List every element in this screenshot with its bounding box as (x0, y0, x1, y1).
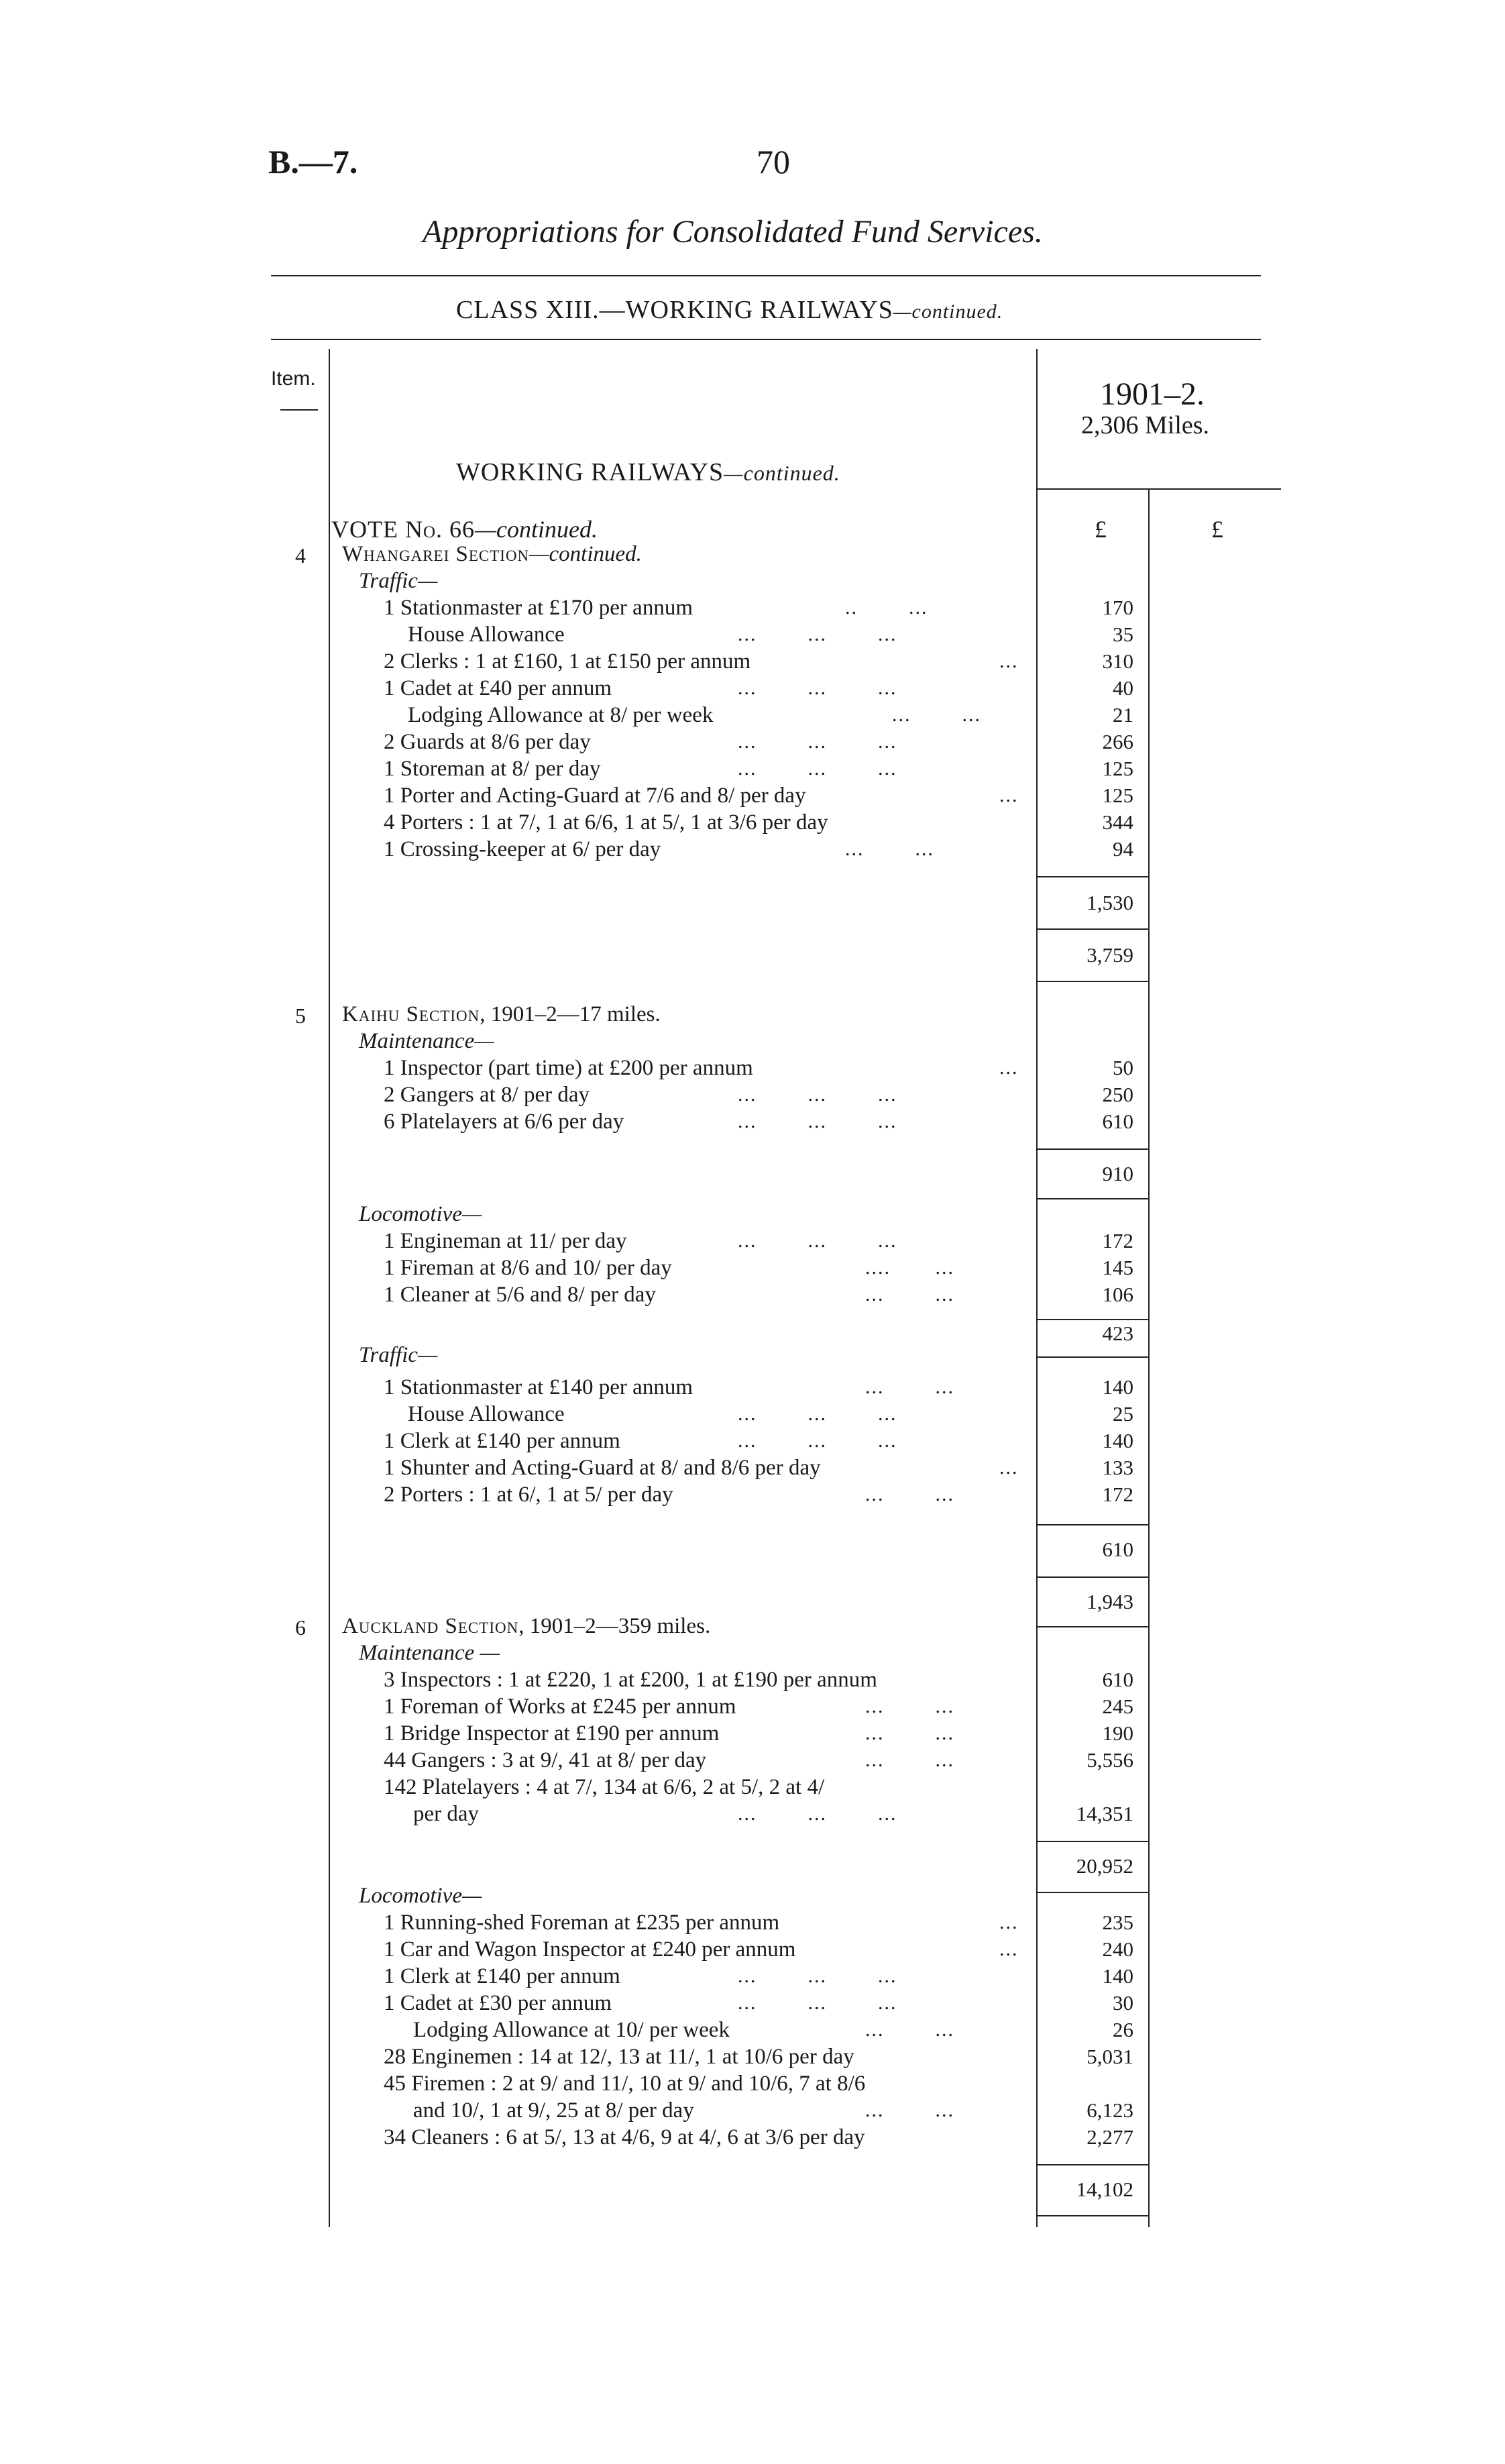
section-title-cont: , 1901–2—17 miles. (480, 1002, 661, 1026)
row-amount: 190 (1102, 1721, 1133, 1745)
row-amount: 235 (1102, 1911, 1133, 1934)
group-subtotal: 910 (1102, 1162, 1133, 1185)
row-desc: 28 Enginemen : 14 at 12/, 13 at 11/, 1 at 10/6 per day (384, 2045, 854, 2069)
table-bottom-rule (1036, 2215, 1149, 2216)
miles-heading: 2,306 Miles. (1081, 411, 1210, 439)
row-desc: 1 Shunter and Acting-Guard at 8/ and 8/6 per day (384, 1456, 821, 1480)
row-desc: 1 Cadet at £40 per annum (384, 676, 612, 700)
total-rule (1036, 1576, 1149, 1578)
row-desc: 1 Clerk at £140 per annum (384, 1964, 620, 1988)
leader-dots: ... (999, 784, 1019, 806)
section-title (342, 541, 642, 568)
leader-dots: ... ... ... (738, 1992, 897, 2014)
section-title (342, 1613, 710, 1640)
leader-dots: ... (999, 1911, 1019, 1933)
rule-top-2 (271, 339, 1261, 340)
leader-dots: ... ... ... (738, 677, 897, 699)
section-title-cont: , 1901–2—359 miles. (518, 1614, 711, 1638)
leader-dots: ... ... (865, 1376, 954, 1398)
row-amount: 266 (1102, 730, 1133, 753)
subtotal-rule-bottom (1036, 1892, 1149, 1893)
row-amount: 145 (1102, 1256, 1133, 1279)
group-name: Maintenance — (359, 1641, 500, 1665)
subtotal-rule-bottom (1036, 1356, 1149, 1358)
row-desc: 4 Porters : 1 at 7/, 1 at 6/6, 1 at 5/, 1 at 3/6 per day (384, 810, 828, 835)
leader-dots: ... ... (865, 1695, 954, 1717)
subtotal-rule-bottom (1036, 1198, 1149, 1199)
row-desc: 1 Cadet at £30 per annum (384, 1991, 612, 2015)
group-subtotal: 14,102 (1076, 2178, 1133, 2201)
row-desc: 1 Clerk at £140 per annum (384, 1429, 620, 1453)
leader-dots: ... ... ... (738, 1403, 897, 1425)
row-amount: 310 (1102, 649, 1133, 673)
row-desc: 45 Firemen : 2 at 9/ and 11/, 10 at 9/ and 10/6, 7 at 8/6 (384, 2072, 866, 2096)
vote-cont: —continued. (475, 516, 598, 543)
leader-dots: ... ... (892, 704, 981, 726)
row-amount: 140 (1102, 1375, 1133, 1399)
row-amount: 245 (1102, 1695, 1133, 1718)
row-amount: 5,031 (1086, 2045, 1133, 2068)
leader-dots: ... ... (865, 1283, 954, 1305)
rule-top-1 (271, 275, 1261, 276)
row-amount: 50 (1113, 1056, 1133, 1079)
section-title (342, 1001, 661, 1028)
header-rule (1036, 488, 1281, 490)
row-desc: House Allowance (408, 1402, 565, 1426)
row-desc: 1 Bridge Inspector at £190 per annum (384, 1721, 720, 1746)
amount-column-left-border (1036, 349, 1038, 2227)
row-desc: 34 Cleaners : 6 at 5/, 13 at 4/6, 9 at 4/, 6 at 3/6 per day (384, 2125, 865, 2149)
leader-dots: ... (999, 1456, 1019, 1479)
item-label-rule (280, 409, 318, 411)
subtotal-rule (1036, 1524, 1149, 1525)
leader-dots: ... ... (845, 838, 934, 860)
row-desc: 1 Stationmaster at £170 per annum (384, 596, 693, 620)
row-amount: 125 (1102, 757, 1133, 780)
working-railways-subhead (456, 458, 840, 487)
section-name: Auckland Section (342, 1614, 519, 1638)
item-number: 5 (295, 1004, 306, 1028)
leader-dots: ... ... (865, 2099, 954, 2121)
row-amount: 250 (1102, 1083, 1133, 1106)
row-amount: 172 (1102, 1483, 1133, 1506)
group-name: Traffic— (359, 1343, 438, 1367)
group-name: Traffic— (359, 569, 438, 593)
section-end-rule (1036, 981, 1149, 982)
subhead-cont: —continued. (724, 461, 840, 485)
row-desc: 2 Guards at 8/6 per day (384, 730, 591, 754)
leader-dots: ... ... (865, 1483, 954, 1505)
row-desc: House Allowance (408, 623, 565, 647)
section-name: Whangarei Section (342, 542, 530, 566)
page-title: Appropriations for Consolidated Fund Services. (423, 214, 1043, 250)
group-subtotal: 20,952 (1076, 1854, 1133, 1878)
item-column-divider (329, 349, 330, 2227)
class-heading (456, 295, 1003, 325)
leader-dots: ... ... (865, 1722, 954, 1744)
row-desc: 1 Crossing-keeper at 6/ per day (384, 837, 661, 861)
leader-dots: ... (999, 1938, 1019, 1960)
row-desc-continued: and 10/, 1 at 9/, 25 at 8/ per day (413, 2098, 694, 2123)
leader-dots: ... ... ... (738, 623, 897, 645)
section-title-cont: —continued. (529, 542, 642, 566)
row-amount: 35 (1113, 623, 1133, 646)
row-amount: 344 (1102, 810, 1133, 834)
section-total: 3,759 (1086, 943, 1133, 967)
leader-dots: ... ... ... (738, 1430, 897, 1452)
leader-dots: ... ... ... (738, 1110, 897, 1132)
row-desc: 1 Stationmaster at £140 per annum (384, 1375, 693, 1399)
group-subtotal: 610 (1102, 1538, 1133, 1561)
row-desc: 1 Foreman of Works at £245 per annum (384, 1695, 736, 1719)
row-desc: 2 Gangers at 8/ per day (384, 1083, 590, 1107)
row-amount: 106 (1102, 1283, 1133, 1306)
amount-subcolumn-divider (1148, 488, 1150, 2227)
row-desc: 1 Cleaner at 5/6 and 8/ per day (384, 1283, 656, 1307)
row-desc: Lodging Allowance at 10/ per week (413, 2018, 730, 2042)
subtotal-rule (1036, 1148, 1149, 1150)
row-amount: 172 (1102, 1229, 1133, 1252)
row-desc: Lodging Allowance at 8/ per week (408, 703, 714, 727)
group-subtotal: 1,530 (1086, 891, 1133, 914)
row-desc: 3 Inspectors : 1 at £220, 1 at £200, 1 at £190 per annum (384, 1668, 877, 1692)
group-name: Maintenance— (359, 1029, 494, 1053)
row-desc: 1 Running-shed Foreman at £235 per annum (384, 1911, 780, 1935)
currency-symbol-1: £ (1095, 516, 1107, 543)
row-desc: 2 Porters : 1 at 6/, 1 at 5/ per day (384, 1483, 673, 1507)
row-amount: 14,351 (1076, 1802, 1133, 1825)
group-name: Locomotive— (359, 1884, 482, 1908)
row-desc: 2 Clerks : 1 at £160, 1 at £150 per annum (384, 649, 751, 674)
subhead-text: WORKING RAILWAYS (456, 458, 724, 486)
row-amount: 26 (1113, 2018, 1133, 2041)
row-desc: 142 Platelayers : 4 at 7/, 134 at 6/6, 2 at 5/, 2 at 4/ (384, 1775, 825, 1799)
page-number: 70 (757, 143, 790, 180)
total-rule (1036, 928, 1149, 930)
row-amount: 40 (1113, 676, 1133, 700)
class-heading-cont: —continued. (893, 301, 1003, 323)
page-ref: B.—7. (268, 143, 358, 180)
row-amount: 140 (1102, 1429, 1133, 1452)
row-desc: 1 Fireman at 8/6 and 10/ per day (384, 1256, 672, 1280)
subtotal-rule (1036, 2164, 1149, 2165)
leader-dots: ... ... (865, 1749, 954, 1771)
row-amount: 21 (1113, 703, 1133, 727)
section-name: Kaihu Section (342, 1002, 480, 1026)
leader-dots: .... ... (865, 1256, 954, 1279)
row-amount: 240 (1102, 1937, 1133, 1961)
row-desc-continued: per day (413, 1802, 480, 1826)
row-amount: 94 (1113, 837, 1133, 861)
row-amount: 5,556 (1086, 1748, 1133, 1772)
leader-dots: ... (999, 1057, 1019, 1079)
row-amount: 6,123 (1086, 2098, 1133, 2122)
leader-dots: ... (999, 650, 1019, 672)
class-heading-text: CLASS XIII.—WORKING RAILWAYS (456, 296, 893, 324)
item-number: 6 (295, 1615, 306, 1640)
section-total: 1,943 (1086, 1590, 1133, 1613)
leader-dots: ... ... ... (738, 1230, 897, 1252)
row-amount: 140 (1102, 1964, 1133, 1988)
group-name: Locomotive— (359, 1202, 482, 1226)
row-desc: 1 Car and Wagon Inspector at £240 per annum (384, 1937, 796, 1962)
leader-dots: ... ... ... (738, 1803, 897, 1825)
leader-dots: ... ... ... (738, 757, 897, 780)
row-amount: 125 (1102, 784, 1133, 807)
row-amount: 2,277 (1086, 2125, 1133, 2149)
subtotal-rule (1036, 1841, 1149, 1842)
currency-symbol-2: £ (1211, 516, 1223, 543)
row-desc: 44 Gangers : 3 at 9/, 41 at 8/ per day (384, 1748, 707, 1772)
row-desc: 1 Porter and Acting-Guard at 7/6 and 8/ per day (384, 784, 806, 808)
item-number: 4 (295, 543, 306, 568)
vote-label: VOTE No. 66 (331, 516, 476, 543)
row-desc: 1 Storeman at 8/ per day (384, 757, 601, 781)
subtotal-rule (1036, 876, 1149, 877)
row-amount: 610 (1102, 1110, 1133, 1133)
leader-dots: ... ... ... (738, 1965, 897, 1987)
row-amount: 170 (1102, 596, 1133, 619)
row-amount: 30 (1113, 1991, 1133, 2015)
row-amount: 610 (1102, 1668, 1133, 1691)
row-amount: 25 (1113, 1402, 1133, 1426)
row-desc: 1 Inspector (part time) at £200 per annum (384, 1056, 753, 1080)
leader-dots: ... ... (865, 2019, 954, 2041)
leader-dots: ... ... ... (738, 1083, 897, 1106)
leader-dots: ... ... ... (738, 731, 897, 753)
row-desc: 6 Platelayers at 6/6 per day (384, 1110, 624, 1134)
group-subtotal: 423 (1102, 1322, 1133, 1345)
vote-heading (331, 515, 598, 543)
row-desc: 1 Engineman at 11/ per day (384, 1229, 627, 1253)
leader-dots: .. ... (845, 596, 928, 619)
item-column-label: Item. (271, 368, 316, 390)
row-amount: 133 (1102, 1456, 1133, 1479)
section-end-rule (1036, 1626, 1149, 1627)
year-heading: 1901–2. (1100, 376, 1205, 412)
